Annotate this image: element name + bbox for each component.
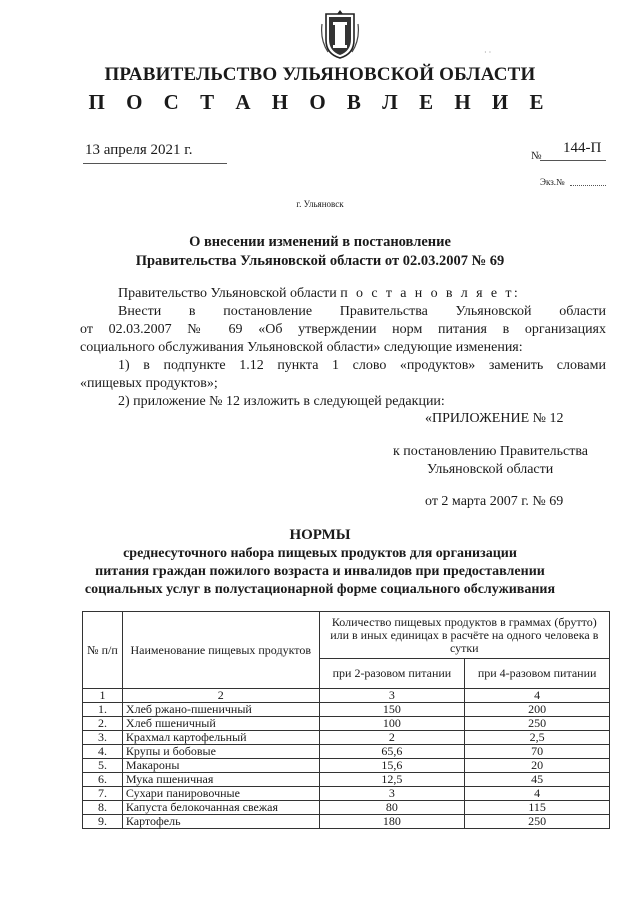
table-column-index-row [83,689,610,703]
item-1-line-1: 1) в подпункте 1.12 пункта 1 слово «продуктов» заменить словами [118,358,606,373]
column-index: 4 [465,689,610,703]
header-number: № п/п [83,612,123,689]
row-product-name: Мука пшеничная [122,773,319,787]
row-product-name: Крупы и бобовые [122,745,319,759]
row-two-meals-value: 65,6 [319,745,465,759]
row-four-meals-value: 200 [465,703,610,717]
row-number: 7. [83,787,123,801]
copy-number-label: Экз.№ [540,177,565,187]
title-line-2: Правительства Ульяновской области от 02.03.2007 № 69 [135,253,505,269]
row-number: 1. [83,703,123,717]
row-product-name: Капуста белокочанная свежая [122,801,319,815]
row-two-meals-value: 180 [319,815,465,829]
paragraph-amend-line-1: Внести в постановление Правительства Ульяновской области [118,304,606,319]
row-product-name: Крахмал картофельный [122,731,319,745]
header-two-meals: при 2-разовом питании [319,659,465,689]
number-label: № [531,150,542,162]
row-four-meals-value: 45 [465,773,610,787]
row-two-meals-value: 80 [319,801,465,815]
row-product-name: Макароны [122,759,319,773]
row-number: 5. [83,759,123,773]
document-date: 13 апреля 2021 г. [85,142,193,158]
paragraph-amend-line-3: социального обслуживания Ульяновской области» следующие изменения: [80,340,523,355]
item-2: 2) приложение № 12 изложить в следующей редакции: [118,394,445,409]
appendix-to-line-2: Ульяновской области [427,462,554,477]
row-two-meals-value: 2 [319,731,465,745]
table-body [83,703,610,829]
row-number: 3. [83,731,123,745]
row-four-meals-value: 70 [465,745,610,759]
appendix-label: «ПРИЛОЖЕНИЕ № 12 [425,411,564,426]
row-four-meals-value: 250 [465,815,610,829]
row-two-meals-value: 100 [319,717,465,731]
scan-mark: · · [484,48,492,57]
norms-subtitle [0,545,640,599]
header-quantity: Количество пищевых продуктов в граммах (брутто) или в иных единицах в расчёте на одного человека в сутки [319,612,609,659]
government-name: ПРАВИТЕЛЬСТВО УЛЬЯНОВСКОЙ ОБЛАСТИ [104,64,536,85]
norms-subtitle-line-2: питания граждан пожилого возраста и инвалидов при предоставлении [95,564,545,579]
intro-text: Правительство Ульяновской области [118,286,337,301]
document-number: 144-П [563,140,602,156]
row-four-meals-value: 20 [465,759,610,773]
table-row [83,703,610,717]
header-product-name: Наименование пищевых продуктов [122,612,319,689]
row-product-name: Картофель [122,815,319,829]
row-four-meals-value: 2,5 [465,731,610,745]
title-line-1: О внесении изменений в постановление [189,234,451,250]
item-1-line-2: «пищевых продуктов»; [80,376,218,391]
table-row [83,731,610,745]
coat-of-arms-emblem [320,10,360,60]
row-two-meals-value: 12,5 [319,773,465,787]
date-underline [83,163,227,164]
table-row [83,773,610,787]
table-row [83,717,610,731]
row-four-meals-value: 250 [465,717,610,731]
table-row [83,801,610,815]
row-two-meals-value: 150 [319,703,465,717]
norms-table [82,611,610,829]
row-four-meals-value: 4 [465,787,610,801]
row-number: 6. [83,773,123,787]
paragraph-intro [118,286,520,302]
row-number: 8. [83,801,123,815]
table-row [83,745,610,759]
row-two-meals-value: 3 [319,787,465,801]
row-number: 4. [83,745,123,759]
table-row [83,759,610,773]
table-row [83,787,610,801]
resolves-verb: п о с т а н о в л я е т: [340,286,521,301]
column-index: 2 [122,689,319,703]
number-underline [540,160,606,161]
row-product-name: Хлеб ржано-пшеничный [122,703,319,717]
row-four-meals-value: 115 [465,801,610,815]
row-two-meals-value: 15,6 [319,759,465,773]
paragraph-amend-line-2: от 02.03.2007 № 69 «Об утверждении норм питания в организациях [80,322,606,337]
table-row [83,815,610,829]
table-header-row [83,612,610,659]
row-product-name: Хлеб пшеничный [122,717,319,731]
header-four-meals: при 4-разовом питании [465,659,610,689]
norms-subtitle-line-1: среднесуточного набора пищевых продуктов для организации [123,546,517,561]
row-number: 9. [83,815,123,829]
appendix-to-line-1: к постановлению Правительства [393,444,589,459]
norms-subtitle-line-3: социальных услуг в полустационарной форме социального обслуживания [84,582,556,597]
city: г. Ульяновск [296,199,344,209]
column-index: 3 [319,689,465,703]
column-index: 1 [83,689,123,703]
norms-heading: НОРМЫ [289,527,351,543]
appendix-date: от 2 марта 2007 г. № 69 [425,494,564,509]
row-product-name: Сухари панировочные [122,787,319,801]
document-type: П О С Т А Н О В Л Е Н И Е [88,90,552,114]
document-title [0,233,640,271]
row-number: 2. [83,717,123,731]
copy-number-line [570,185,606,186]
